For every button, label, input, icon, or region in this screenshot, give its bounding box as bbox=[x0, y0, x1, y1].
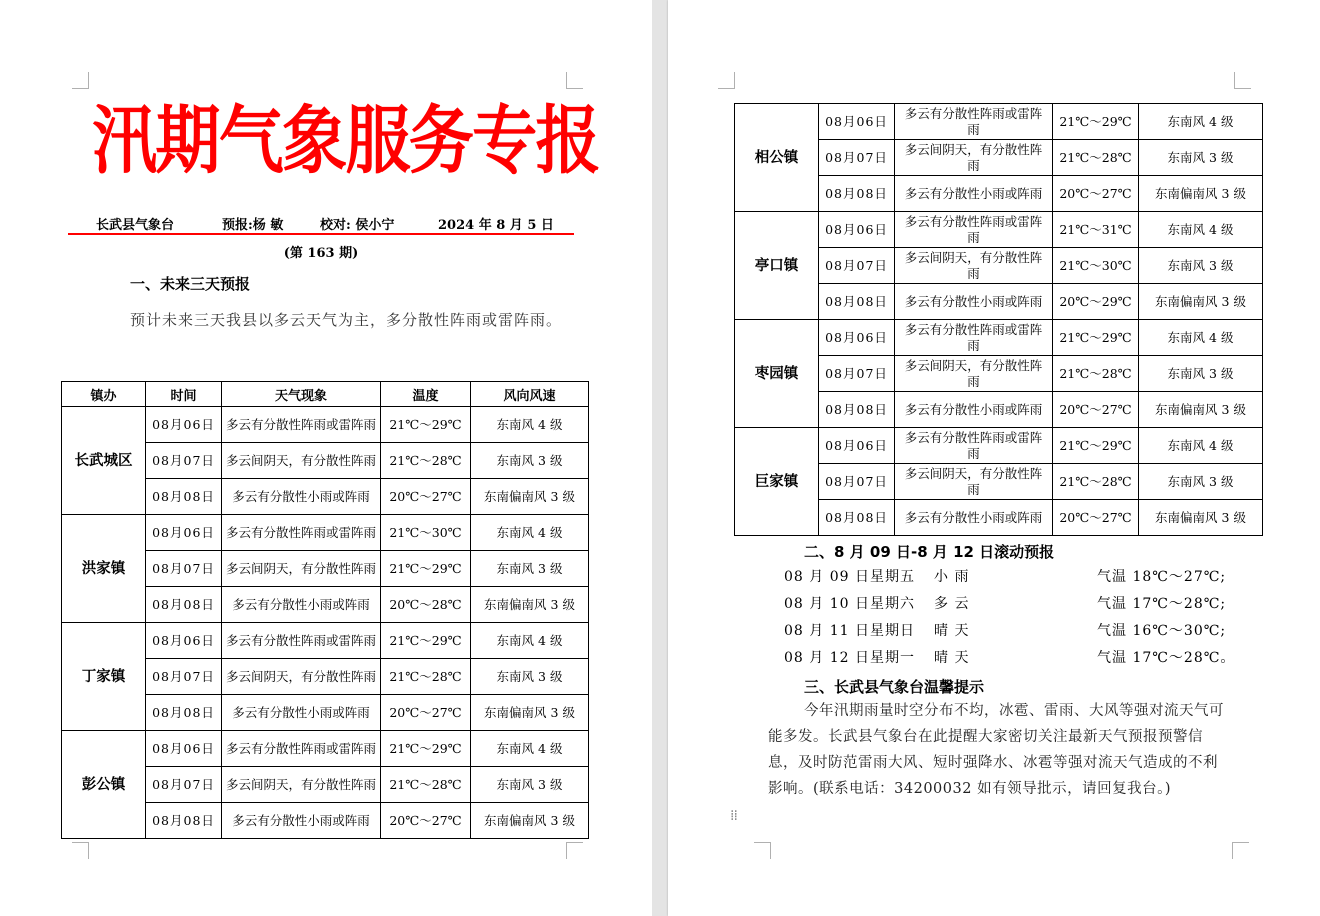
rolling-temp: 气温 17℃～28℃; bbox=[1097, 596, 1227, 612]
forecaster: 预报:杨 敏 bbox=[222, 218, 284, 233]
weather-cell: 多云有分散性小雨或阵雨 bbox=[895, 392, 1053, 428]
temperature-cell: 21℃～28℃ bbox=[381, 767, 471, 803]
crop-mark bbox=[566, 842, 583, 859]
wind-cell: 东南偏南风 3 级 bbox=[471, 695, 589, 731]
date-cell: 08月07日 bbox=[819, 356, 895, 392]
table-row bbox=[62, 731, 589, 767]
town-cell: 长武城区 bbox=[62, 407, 146, 515]
date-cell: 08月07日 bbox=[819, 248, 895, 284]
wind-cell: 东南风 4 级 bbox=[1139, 212, 1263, 248]
rolling-forecast-row bbox=[784, 620, 1244, 647]
temperature-cell: 21℃～29℃ bbox=[381, 407, 471, 443]
rolling-forecast-list bbox=[784, 566, 1244, 674]
date-cell: 08月08日 bbox=[146, 479, 222, 515]
document-title[interactable]: 汛期气象服务专报 bbox=[92, 98, 599, 184]
wind-cell: 东南风 3 级 bbox=[471, 659, 589, 695]
proofreader: 校对: 侯小宁 bbox=[320, 218, 395, 233]
crop-mark bbox=[72, 72, 89, 89]
wind-cell: 东南偏南风 3 级 bbox=[1139, 392, 1263, 428]
temperature-cell: 21℃～29℃ bbox=[381, 551, 471, 587]
weather-cell: 多云有分散性小雨或阵雨 bbox=[222, 587, 381, 623]
wind-cell: 东南风 4 级 bbox=[1139, 428, 1263, 464]
date-cell: 08月07日 bbox=[819, 140, 895, 176]
date-cell: 08月06日 bbox=[146, 515, 222, 551]
rolling-day: 08 月 12 日星期一 bbox=[784, 650, 915, 666]
temperature-cell: 20℃～28℃ bbox=[381, 587, 471, 623]
wind-cell: 东南风 4 级 bbox=[1139, 104, 1263, 140]
weather-cell: 多云间阴天，有分散性阵雨 bbox=[895, 356, 1053, 392]
weather-cell: 多云有分散性小雨或阵雨 bbox=[222, 695, 381, 731]
date-cell: 08月08日 bbox=[819, 176, 895, 212]
rolling-forecast-row bbox=[784, 647, 1244, 674]
weather-cell: 多云间阴天，有分散性阵雨 bbox=[222, 767, 381, 803]
temperature-cell: 21℃～29℃ bbox=[381, 731, 471, 767]
page-gutter bbox=[652, 0, 668, 916]
weather-cell: 多云有分散性阵雨或雷阵雨 bbox=[222, 407, 381, 443]
crop-mark bbox=[1234, 72, 1251, 89]
date-cell: 08月07日 bbox=[146, 767, 222, 803]
wind-cell: 东南偏南风 3 级 bbox=[471, 803, 589, 839]
wind-cell: 东南偏南风 3 级 bbox=[471, 479, 589, 515]
weather-cell: 多云有分散性阵雨或雷阵雨 bbox=[222, 731, 381, 767]
weather-cell: 多云有分散性阵雨或雷阵雨 bbox=[222, 623, 381, 659]
date-cell: 08月06日 bbox=[819, 428, 895, 464]
issue-date: 2024 年 8 月 5 日 bbox=[438, 218, 554, 233]
town-cell: 枣园镇 bbox=[735, 320, 819, 428]
temperature-cell: 21℃～28℃ bbox=[381, 443, 471, 479]
wind-cell: 东南风 3 级 bbox=[1139, 248, 1263, 284]
weather-cell: 多云有分散性阵雨或雷阵雨 bbox=[895, 104, 1053, 140]
table-header-row bbox=[62, 382, 589, 407]
temperature-cell: 20℃～27℃ bbox=[381, 695, 471, 731]
wind-cell: 东南风 3 级 bbox=[1139, 140, 1263, 176]
rolling-forecast-row bbox=[784, 566, 1244, 593]
wind-cell: 东南风 4 级 bbox=[1139, 320, 1263, 356]
date-cell: 08月06日 bbox=[146, 407, 222, 443]
document-page-left bbox=[0, 0, 652, 916]
date-cell: 08月08日 bbox=[146, 587, 222, 623]
weather-cell: 多云间阴天，有分散性阵雨 bbox=[895, 248, 1053, 284]
date-cell: 08月08日 bbox=[819, 500, 895, 536]
crop-mark bbox=[718, 72, 735, 89]
wind-cell: 东南风 4 级 bbox=[471, 623, 589, 659]
date-cell: 08月07日 bbox=[146, 659, 222, 695]
temperature-cell: 20℃～27℃ bbox=[1053, 392, 1139, 428]
rolling-forecast-row bbox=[784, 593, 1244, 620]
table-row bbox=[62, 407, 589, 443]
section-title-rolling[interactable]: 二、8 月 09 日-8 月 12 日滚动预报 bbox=[804, 543, 1055, 561]
temperature-cell: 21℃～29℃ bbox=[1053, 320, 1139, 356]
weather-cell: 多云有分散性阵雨或雷阵雨 bbox=[222, 515, 381, 551]
temperature-cell: 20℃～27℃ bbox=[381, 479, 471, 515]
temperature-cell: 21℃～31℃ bbox=[1053, 212, 1139, 248]
wind-cell: 东南风 3 级 bbox=[1139, 356, 1263, 392]
town-cell: 巨家镇 bbox=[735, 428, 819, 536]
issue-number[interactable]: (第 163 期) bbox=[283, 246, 359, 261]
rolling-day: 08 月 11 日星期日 bbox=[784, 623, 915, 639]
date-cell: 08月06日 bbox=[146, 731, 222, 767]
date-cell: 08月07日 bbox=[819, 464, 895, 500]
weather-cell: 多云有分散性小雨或阵雨 bbox=[895, 284, 1053, 320]
weather-cell: 多云间阴天，有分散性阵雨 bbox=[222, 443, 381, 479]
temperature-cell: 20℃～27℃ bbox=[1053, 500, 1139, 536]
weather-cell: 多云间阴天，有分散性阵雨 bbox=[895, 140, 1053, 176]
temperature-cell: 21℃～28℃ bbox=[381, 659, 471, 695]
temperature-cell: 21℃～30℃ bbox=[381, 515, 471, 551]
forecast-table-left bbox=[61, 381, 589, 839]
table-row bbox=[735, 104, 1263, 140]
table-row bbox=[62, 515, 589, 551]
town-cell: 洪家镇 bbox=[62, 515, 146, 623]
weather-cell: 多云有分散性阵雨或雷阵雨 bbox=[895, 212, 1053, 248]
section-title-tips[interactable]: 三、长武县气象台温馨提示 bbox=[804, 678, 985, 696]
rolling-weather: 晴 天 bbox=[934, 650, 970, 666]
section-title-forecast[interactable]: 一、未来三天预报 bbox=[130, 275, 251, 293]
header-divider bbox=[68, 233, 574, 235]
temperature-cell: 20℃～27℃ bbox=[1053, 176, 1139, 212]
wind-cell: 东南偏南风 3 级 bbox=[1139, 176, 1263, 212]
weather-cell: 多云有分散性小雨或阵雨 bbox=[895, 176, 1053, 212]
weather-cell: 多云有分散性阵雨或雷阵雨 bbox=[895, 428, 1053, 464]
wind-cell: 东南偏南风 3 级 bbox=[1139, 284, 1263, 320]
town-cell: 亭口镇 bbox=[735, 212, 819, 320]
weather-cell: 多云有分散性小雨或阵雨 bbox=[222, 803, 381, 839]
wind-cell: 东南偏南风 3 级 bbox=[1139, 500, 1263, 536]
header-wind: 风向风速 bbox=[471, 382, 589, 407]
table-row bbox=[62, 623, 589, 659]
header-time: 时间 bbox=[146, 382, 222, 407]
date-cell: 08月07日 bbox=[146, 551, 222, 587]
header-town: 镇办 bbox=[62, 382, 146, 407]
weather-cell: 多云有分散性小雨或阵雨 bbox=[222, 479, 381, 515]
date-cell: 08月08日 bbox=[146, 803, 222, 839]
rolling-weather: 小 雨 bbox=[934, 569, 970, 585]
town-cell: 丁家镇 bbox=[62, 623, 146, 731]
wind-cell: 东南风 3 级 bbox=[1139, 464, 1263, 500]
date-cell: 08月07日 bbox=[146, 443, 222, 479]
date-cell: 08月08日 bbox=[819, 284, 895, 320]
temperature-cell: 21℃～30℃ bbox=[1053, 248, 1139, 284]
wind-cell: 东南风 4 级 bbox=[471, 407, 589, 443]
date-cell: 08月08日 bbox=[819, 392, 895, 428]
temperature-cell: 21℃～29℃ bbox=[1053, 428, 1139, 464]
wind-cell: 东南风 3 级 bbox=[471, 443, 589, 479]
weather-cell: 多云有分散性小雨或阵雨 bbox=[895, 500, 1053, 536]
temperature-cell: 21℃～28℃ bbox=[1053, 464, 1139, 500]
forecast-summary[interactable]: 预计未来三天我县以多云天气为主，多分散性阵雨或雷阵雨。 bbox=[130, 311, 563, 329]
rolling-weather: 多 云 bbox=[934, 596, 970, 612]
table-row bbox=[735, 428, 1263, 464]
temperature-cell: 21℃～28℃ bbox=[1053, 140, 1139, 176]
date-cell: 08月06日 bbox=[819, 104, 895, 140]
rolling-weather: 晴 天 bbox=[934, 623, 970, 639]
crop-mark bbox=[754, 842, 771, 859]
wind-cell: 东南偏南风 3 级 bbox=[471, 587, 589, 623]
crop-mark bbox=[566, 72, 583, 89]
temperature-cell: 21℃～28℃ bbox=[1053, 356, 1139, 392]
forecast-table-right bbox=[734, 103, 1263, 536]
rolling-temp: 气温 16℃～30℃; bbox=[1097, 623, 1227, 639]
weather-cell: 多云有分散性阵雨或雷阵雨 bbox=[895, 320, 1053, 356]
date-cell: 08月06日 bbox=[146, 623, 222, 659]
wind-cell: 东南风 3 级 bbox=[471, 767, 589, 803]
rolling-day: 08 月 10 日星期六 bbox=[784, 596, 915, 612]
tips-text[interactable]: 今年汛期雨量时空分布不均，冰雹、雷雨、大风等强对流天气可能多发。长武县气象台在此提醒大家密切关注最新天气预报预警信息，及时防范雷雨大风、短时强降水、冰雹等强对流天气造成的不利影响。(联系电话：34200032 如有领导批示，请回复我台。) bbox=[768, 703, 1224, 797]
document-page-right bbox=[668, 0, 1320, 916]
date-cell: 08月06日 bbox=[819, 212, 895, 248]
table-row bbox=[735, 212, 1263, 248]
town-cell: 彭公镇 bbox=[62, 731, 146, 839]
crop-mark bbox=[1232, 842, 1249, 859]
wind-cell: 东南风 3 级 bbox=[471, 551, 589, 587]
header-temperature: 温度 bbox=[381, 382, 471, 407]
weather-cell: 多云间阴天，有分散性阵雨 bbox=[222, 659, 381, 695]
rolling-day: 08 月 09 日星期五 bbox=[784, 569, 915, 585]
rolling-temp: 气温 18℃～27℃; bbox=[1097, 569, 1227, 585]
date-cell: 08月06日 bbox=[819, 320, 895, 356]
weather-cell: 多云间阴天，有分散性阵雨 bbox=[222, 551, 381, 587]
date-cell: 08月08日 bbox=[146, 695, 222, 731]
rolling-temp: 气温 17℃～28℃。 bbox=[1097, 650, 1236, 666]
crop-mark bbox=[72, 842, 89, 859]
org-name: 长武县气象台 bbox=[96, 218, 175, 233]
temperature-cell: 21℃～29℃ bbox=[381, 623, 471, 659]
wind-cell: 东南风 4 级 bbox=[471, 515, 589, 551]
table-row bbox=[735, 320, 1263, 356]
temperature-cell: 21℃～29℃ bbox=[1053, 104, 1139, 140]
temperature-cell: 20℃～27℃ bbox=[381, 803, 471, 839]
drag-handle-icon[interactable]: ⁞⁞ bbox=[730, 808, 737, 824]
wind-cell: 东南风 4 级 bbox=[471, 731, 589, 767]
header-weather: 天气现象 bbox=[222, 382, 381, 407]
weather-cell: 多云间阴天，有分散性阵雨 bbox=[895, 464, 1053, 500]
town-cell: 相公镇 bbox=[735, 104, 819, 212]
temperature-cell: 20℃～29℃ bbox=[1053, 284, 1139, 320]
